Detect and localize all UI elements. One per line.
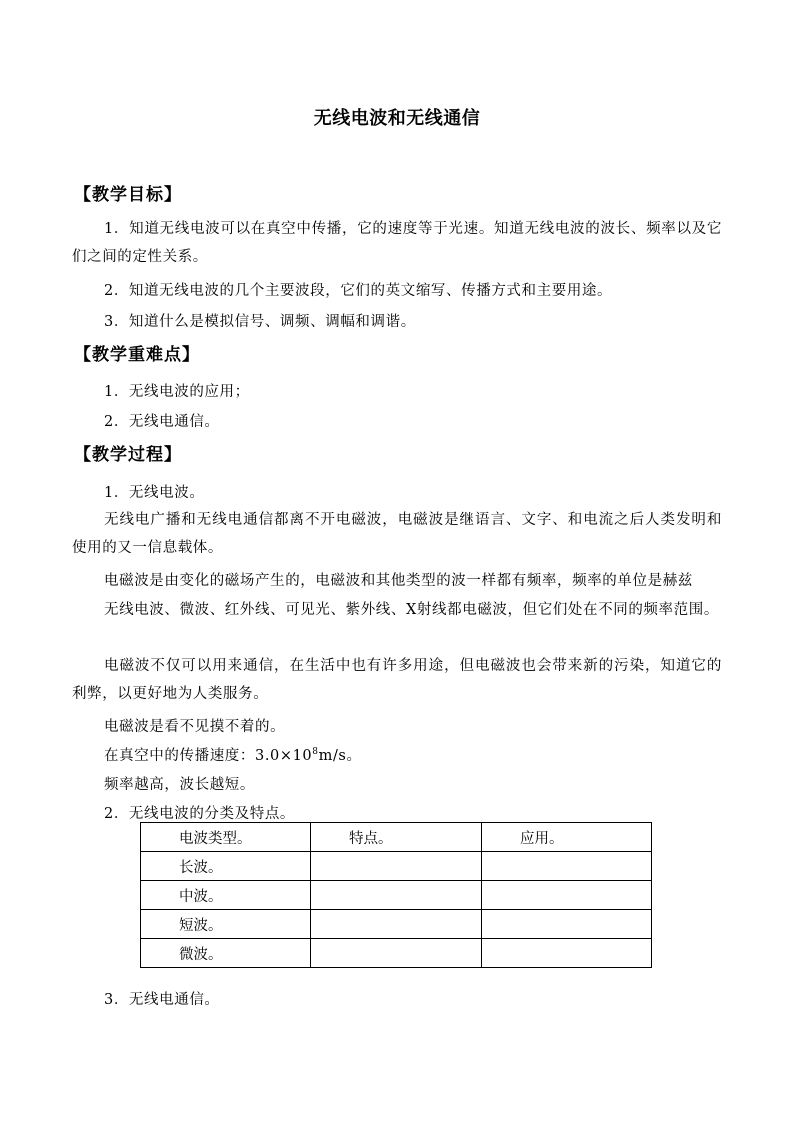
table-cell <box>311 939 482 968</box>
process-paragraph-2: 电磁波是由变化的磁场产生的，电磁波和其他类型的波一样都有频率，频率的单位是赫兹 <box>104 573 693 589</box>
process-step-3: 3．无线电通信。 <box>104 992 220 1008</box>
table-header-row <box>141 823 652 852</box>
section-heading-process: 【教学过程】 <box>74 445 182 465</box>
table-cell: 长波。 <box>141 852 311 881</box>
table-header-cell: 特点。 <box>311 823 482 852</box>
goal-item-3: 3．知道什么是模拟信号、调频、调幅和调谐。 <box>104 314 416 330</box>
table-header-cell: 电波类型。 <box>141 823 311 852</box>
process-step-1: 1．无线电波。 <box>104 485 205 501</box>
speed-exponent: 8 <box>312 747 319 758</box>
table-cell: 微波。 <box>141 939 311 968</box>
process-paragraph-5: 电磁波是看不见摸不着的。 <box>104 719 286 735</box>
process-paragraph-3: 无线电波、微波、红外线、可见光、紫外线、X射线都电磁波，但它们处在不同的频率范围。 <box>104 602 719 618</box>
table-cell: 短波。 <box>141 910 311 939</box>
table-cell <box>311 881 482 910</box>
goal-item-2: 2．知道无线电波的几个主要波段，它们的英文缩写、传播方式和主要用途。 <box>104 283 613 299</box>
speed-suffix: m/s。 <box>318 748 362 764</box>
process-paragraph-7: 频率越高，波长越短。 <box>104 777 255 793</box>
table-row <box>141 939 652 968</box>
wave-classification-table <box>140 822 652 968</box>
table-cell <box>482 939 652 968</box>
table-row <box>141 910 652 939</box>
process-paragraph-4: 电磁波不仅可以用来通信，在生活中也有许多用途，但电磁波也会带来新的污染，知道它的利弊，以更好地为人类服务。 <box>72 658 722 702</box>
keypoint-item-2: 2．无线电通信。 <box>104 414 220 430</box>
table-cell <box>482 881 652 910</box>
keypoint-item-1: 1．无线电波的应用； <box>104 384 250 400</box>
table-header-cell: 应用。 <box>482 823 652 852</box>
table-row <box>141 881 652 910</box>
table-cell <box>311 852 482 881</box>
section-heading-goals: 【教学目标】 <box>74 185 182 205</box>
section-heading-keypoints: 【教学重难点】 <box>74 345 200 365</box>
goal-item-1: 1．知道无线电波可以在真空中传播，它的速度等于光速。知道无线电波的波长、频率以及它们之间的定性关系。 <box>72 221 722 265</box>
page-title: 无线电波和无线通信 <box>313 108 481 129</box>
process-paragraph-6 <box>104 744 362 765</box>
process-paragraph-1: 无线电广播和无线电通信都离不开电磁波，电磁波是继语言、文字、和电流之后人类发明和使用的又一信息载体。 <box>72 512 722 556</box>
table-cell <box>482 852 652 881</box>
table-cell <box>482 910 652 939</box>
speed-prefix: 在真空中的传播速度：3.0×10 <box>104 748 313 764</box>
process-step-2: 2．无线电波的分类及特点。 <box>104 806 296 822</box>
table-cell: 中波。 <box>141 881 311 910</box>
table-row <box>141 852 652 881</box>
table-cell <box>311 910 482 939</box>
